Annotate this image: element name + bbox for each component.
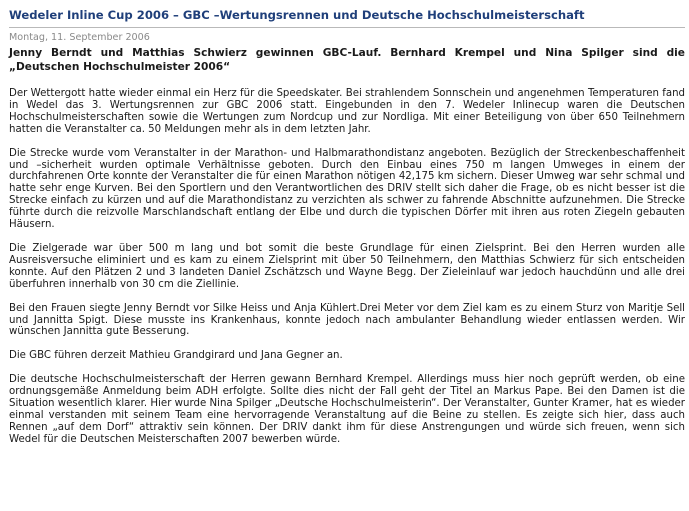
article-date: Montag, 11. September 2006: [9, 32, 150, 43]
article-paragraph: Bei den Frauen siegte Jenny Berndt vor Silke Heiss und Anja Kühlert.Drei Meter vor dem Ziel kam es zu einem Sturz von Maritje Sell und Jannitta Spigt. Diese musste ins Krankenhaus, konnte jedoch nach ambulanter Behandlung wieder entlassen werden. Wir wünschen Jannitta gute Besserung.: [9, 302, 685, 338]
article-title: Wedeler Inline Cup 2006 – GBC –Wertungsrennen und Deutsche Hochschulmeisterschaft: [9, 8, 585, 22]
article: [9, 8, 685, 458]
article-lead: Jenny Berndt und Matthias Schwierz gewinnen GBC-Lauf. Bernhard Krempel und Nina Spilger sind die „Deutschen Hochschulmeister 2006“: [9, 47, 685, 73]
article-paragraph: Die deutsche Hochschulmeisterschaft der Herren gewann Bernhard Krempel. Allerdings muss hier noch geprüft werden, ob eine ordnungsgemäße Anmeldung beim ADH erfolgte. Sollte dies nicht der Fall geht der Titel an Markus Pape. Bei den Damen ist die Situation wesentlich klarer. Hier wurde Nina Spilger „Deutsche Hochschulmeisterin“. Der Veranstalter, Gunter Kramer, hat es wieder einmal verstanden mit seinem Team eine hervorragende Veranstaltung auf die Beine zu stellen. Es zeigte sich hier, dass auch Rennen „auf dem Dorf“ attraktiv sein können. Der DRIV dankt ihm für diese Anstrengungen und würde sich freuen, wenn sich Wedel für die Deutschen Meisterschaften 2007 bewerben würde.: [9, 374, 685, 445]
article-paragraph: Der Wettergott hatte wieder einmal ein Herz für die Speedskater. Bei strahlendem Sonnschein und angenehmen Temperaturen fand in Wedel das 3. Wertungsrennen zur GBC 2006 statt. Eingebunden in den 7. Wedeler Inlinecup waren die Deutschen Hochschulmeisterschaften sowie die Wertungen zum Nordcup und zur Nordliga. Mit einer Beteiligung von über 650 Teilnehmern hatten die Veranstalter ca. 50 Meldungen mehr als in dem letzten Jahr.: [9, 88, 685, 135]
article-paragraph: Die Strecke wurde vom Veranstalter in der Marathon- und Halbmarathondistanz angeboten. Bezüglich der Streckenbeschaffenheit und –sicherheit wurden optimale Verhältnisse geboten. Durch den Einbau eines 750 m langen Umweges in einem der durchfahrenen Orte konnte der Veranstalter die für einen Marathon nötigen 42,175 km sichern. Dieser Umweg war sehr schmal und hatte sehr enge Kurven. Bei den Sportlern und den Verantwortlichen des DRIV stellt sich daher die Frage, ob es nicht besser ist die Strecke einfach zu kürzen und auf die Marathondistanz zu verzichten als schwer zu fahrende Abschnitte aufzunehmen. Die Strecke führte durch die reizvolle Marschlandschaft entlang der Elbe und durch die typischen Dörfer mit ihren aus roten Ziegeln gebauten Häusern.: [9, 147, 685, 231]
article-paragraph: Die GBC führen derzeit Mathieu Grandgirard und Jana Gegner an.: [9, 350, 343, 362]
title-divider: [9, 27, 685, 28]
article-paragraph: Die Zielgerade war über 500 m lang und bot somit die beste Grundlage für einen Zielsprint. Bei den Herren wurden alle Ausreisversuche eliminiert und es kam zu einem Zielsprint mit über 50 Teilnehmern, den Matthias Schwierz für sich entscheiden konnte. Auf den Plätzen 2 und 3 landeten Daniel Zschätzsch und Wayne Begg. Der Zieleinlauf war jedoch hauchdünn und alle drei überfuhren innerhalb von 30 cm die Ziellinie.: [9, 242, 685, 290]
